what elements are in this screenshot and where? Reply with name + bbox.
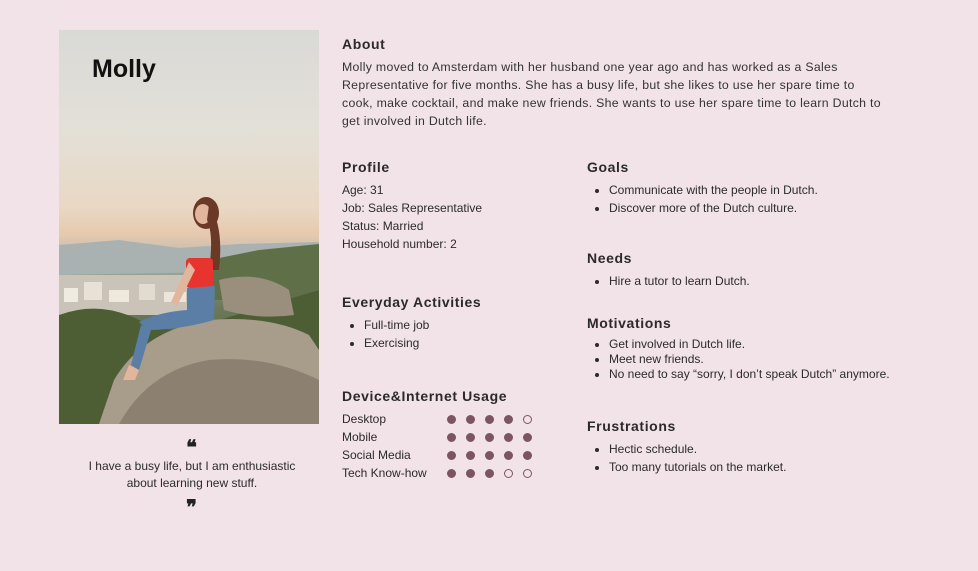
usage-row [342, 410, 562, 428]
motivations-item: • Get involved in Dutch life. [609, 337, 927, 352]
usage-rating [447, 451, 532, 460]
filled-dot-icon [504, 451, 513, 460]
profile-section [342, 159, 562, 253]
filled-dot-icon [523, 433, 532, 442]
everyday-item: • Full-time job [364, 316, 562, 334]
frustrations-item: • Hectic schedule. [609, 440, 907, 458]
filled-dot-icon [504, 415, 513, 424]
persona-quote: I have a busy life, but I am enthusiastic about learning new stuff. [88, 459, 296, 490]
empty-dot-icon [523, 469, 532, 478]
profile-household: Household number: 2 [342, 237, 457, 251]
usage-rating [447, 469, 532, 478]
filled-dot-icon [504, 433, 513, 442]
goals-section [587, 159, 907, 217]
filled-dot-icon [485, 433, 494, 442]
filled-dot-icon [485, 415, 494, 424]
filled-dot-icon [485, 451, 494, 460]
filled-dot-icon [466, 415, 475, 424]
filled-dot-icon [447, 451, 456, 460]
usage-row [342, 428, 562, 446]
usage-label: Social Media [342, 448, 411, 462]
usage-label: Mobile [342, 430, 378, 444]
about-section [342, 36, 887, 130]
motivations-item: • No need to say “sorry, I don’t speak Dutch” anymore. [609, 367, 927, 382]
motivations-section [587, 315, 927, 382]
everyday-section [342, 294, 562, 352]
open-quote-icon: ❝ [186, 435, 197, 459]
frustrations-section [587, 418, 907, 476]
usage-section [342, 388, 562, 482]
filled-dot-icon [447, 469, 456, 478]
profile-status: Status: Married [342, 219, 424, 233]
about-text: Molly moved to Amsterdam with her husband one year ago and has worked as a Sales Representative for five months. She has a busy life, but she likes to use her spare time to cook, make cocktail, and make new friends. She wants to use her spare time to learn Dutch to get involved in Dutch life. [342, 60, 881, 128]
usage-rating [447, 433, 532, 442]
persona-name: Molly [92, 55, 156, 83]
filled-dot-icon [447, 433, 456, 442]
everyday-heading: Everyday Activities [342, 294, 482, 310]
usage-label: Desktop [342, 412, 387, 426]
usage-row [342, 464, 562, 482]
filled-dot-icon [523, 451, 532, 460]
goals-item: • Communicate with the people in Dutch. [609, 181, 907, 199]
empty-dot-icon [523, 415, 532, 424]
usage-rating [447, 415, 532, 424]
needs-item: • Hire a tutor to learn Dutch. [609, 272, 907, 290]
everyday-item: • Exercising [364, 334, 562, 352]
usage-label: Tech Know-how [342, 466, 427, 480]
usage-heading: Device&Internet Usage [342, 388, 508, 404]
profile-job: Job: Sales Representative [342, 201, 483, 215]
frustrations-heading: Frustrations [587, 418, 676, 434]
empty-dot-icon [504, 469, 513, 478]
goals-heading: Goals [587, 159, 629, 175]
profile-heading: Profile [342, 159, 390, 175]
needs-section [587, 250, 907, 290]
filled-dot-icon [466, 433, 475, 442]
filled-dot-icon [466, 451, 475, 460]
filled-dot-icon [447, 415, 456, 424]
profile-age: Age: 31 [342, 183, 384, 197]
usage-rows [342, 410, 562, 482]
photo-illustration [59, 30, 319, 424]
motivations-heading: Motivations [587, 315, 672, 331]
close-quote-icon: ❞ [186, 495, 197, 519]
frustrations-item: • Too many tutorials on the market. [609, 458, 907, 476]
goals-item: • Discover more of the Dutch culture. [609, 199, 907, 217]
filled-dot-icon [466, 469, 475, 478]
filled-dot-icon [485, 469, 494, 478]
needs-heading: Needs [587, 250, 633, 266]
persona-photo [59, 30, 319, 424]
about-heading: About [342, 36, 386, 52]
motivations-item: • Meet new friends. [609, 352, 927, 367]
usage-row [342, 446, 562, 464]
